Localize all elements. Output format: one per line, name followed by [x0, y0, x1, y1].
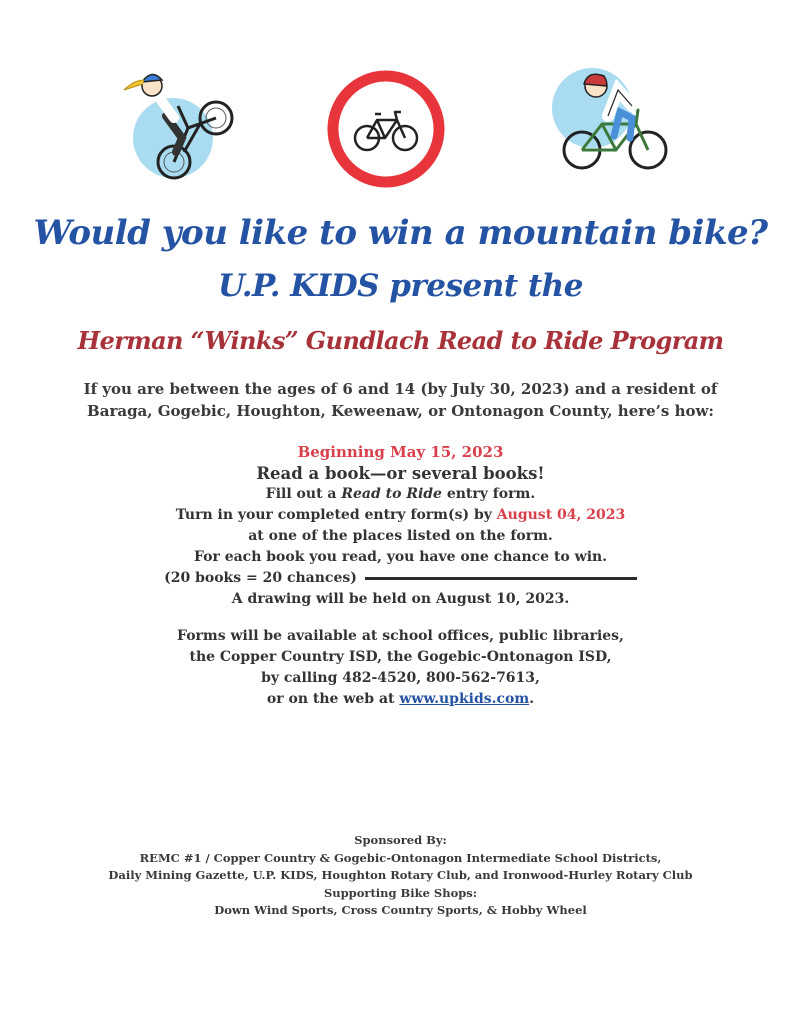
kid-riding-bike-illustration: [552, 66, 672, 174]
step-fill-prefix: Fill out a: [265, 486, 342, 502]
sponsors-heading: Sponsored By:: [354, 833, 447, 847]
forms-line-2: the Copper Country ISD, the Gogebic-Ontonagon ISD,: [189, 649, 612, 665]
deadline-date: August 04, 2023: [496, 507, 626, 523]
upkids-link[interactable]: www.upkids.com: [399, 691, 530, 707]
sponsors-line-2: Daily Mining Gazette, U.P. KIDS, Houghton Rotary Club, and Ironwood-Hurley Rotary Club: [108, 868, 693, 882]
forms-line-3: by calling 482-4520, 800-562-7613,: [261, 670, 540, 686]
bike-shops-list: Down Wind Sports, Cross Country Sports, & Hobby Wheel: [214, 903, 587, 917]
kid-wheelie-bike-illustration: [118, 66, 238, 184]
step-read: Read a book—or several books!: [256, 464, 545, 483]
step-books: [0, 568, 801, 589]
eligibility-line-2: Baraga, Gogebic, Houghton, Keweenaw, or Ontonagon County, here’s how:: [87, 402, 714, 420]
start-date: Beginning May 15, 2023: [297, 443, 504, 461]
main-headline: Would you like to win a mountain bike?: [33, 213, 768, 253]
bicycle-sign-icon: [325, 68, 447, 190]
eligibility-line-1: If you are between the ages of 6 and 14 (by July 30, 2023) and a resident of: [83, 380, 718, 398]
step-turn-in: [0, 505, 801, 526]
sub-headline: U.P. KIDS present the: [218, 268, 583, 304]
forms-line-1: Forms will be available at school offices, public libraries,: [177, 628, 624, 644]
step-places: at one of the places listed on the form.: [248, 528, 553, 544]
steps-list: [0, 442, 801, 610]
forms-web-prefix: or on the web at: [266, 691, 400, 707]
sponsors-line-1: REMC #1 / Copper Country & Gogebic-Ontonagon Intermediate School Districts,: [139, 850, 662, 865]
step-drawing: A drawing will be held on August 10, 2023.: [231, 591, 570, 607]
forms-availability: [0, 626, 801, 710]
step-fill-form: [0, 484, 801, 505]
books-chances-text: (20 books = 20 chances): [164, 570, 357, 586]
step-fill-program-name: Read to Ride: [341, 486, 442, 502]
step-turn-in-prefix: Turn in your completed entry form(s) by: [175, 507, 497, 523]
forms-web-suffix: .: [529, 691, 535, 707]
divider-line: [365, 577, 637, 580]
step-fill-suffix: entry form.: [441, 486, 536, 502]
sponsors-section: [0, 832, 801, 920]
forms-line-4: [0, 689, 801, 710]
bike-shops-heading: Supporting Bike Shops:: [323, 885, 478, 900]
eligibility-text: [0, 378, 801, 422]
step-chance: For each book you read, you have one chance to win.: [193, 549, 608, 565]
program-title: Herman “Winks” Gundlach Read to Ride Program: [77, 326, 724, 355]
